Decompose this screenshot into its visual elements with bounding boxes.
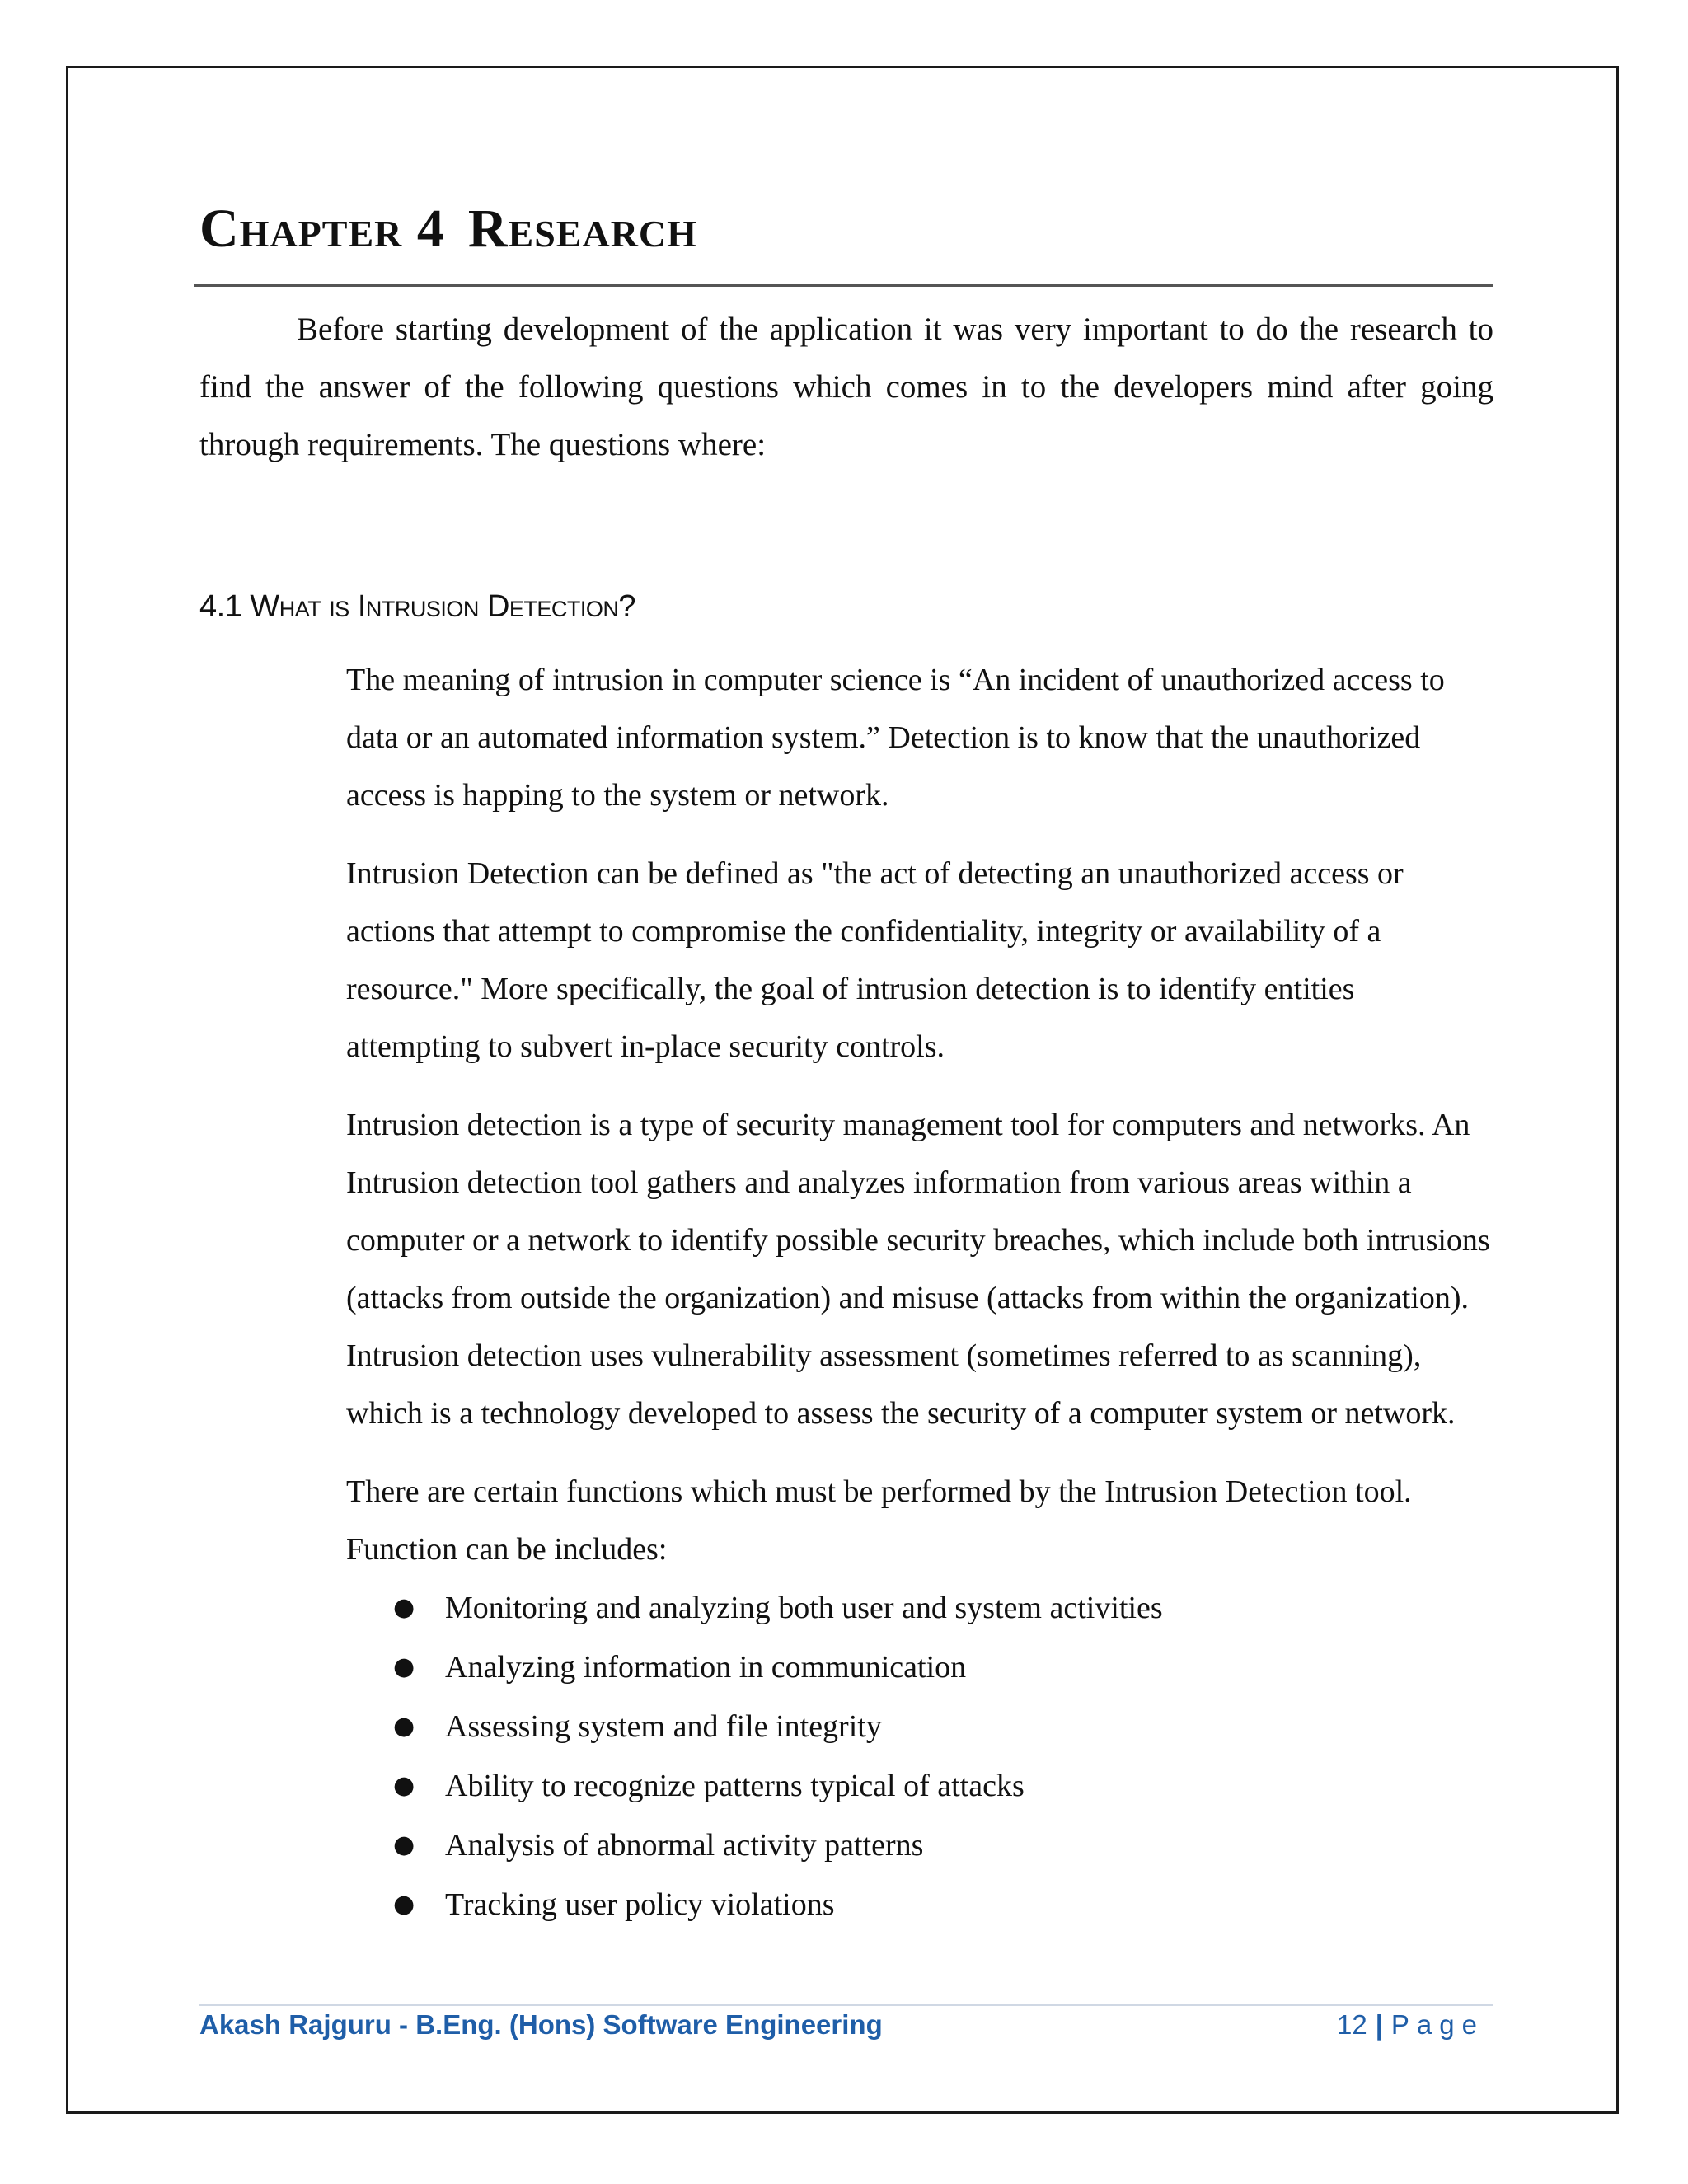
paragraph: Intrusion detection is a type of security management tool for computers and networks. An Intrusion detection tool gathers and analyzes information from various areas within a computer or a network to identify possible security breaches, which include both intrusions (attacks from outside the organization) and misuse (attacks from within the organization). Intrusion detection uses vulnerability assessment (sometimes referred to as scanning), which is a technology developed to assess the security of a computer system or network. <box>346 1108 1490 1431</box>
bullet-icon: ● <box>393 1593 415 1622</box>
page-label: Page <box>1390 2009 1484 2040</box>
chapter-title <box>199 198 697 260</box>
paragraph: There are certain functions which must be performed by the Intrusion Detection tool. Function can be includes: <box>346 1474 1412 1567</box>
footer-separator: | <box>1375 2009 1383 2040</box>
list-item: ● Analyzing information in communication <box>445 1638 1496 1697</box>
chapter-name: Research <box>467 199 697 259</box>
function-list <box>346 1578 1496 1934</box>
paragraph: The meaning of intrusion in computer science is “An incident of unauthorized access to data or an automated information system.” Detection is to know that the unauthorized access is happing to the system or network. <box>346 663 1445 813</box>
bullet-icon: ● <box>393 1652 415 1681</box>
list-item: ● Tracking user policy violations <box>445 1875 1496 1934</box>
bullet-icon: ● <box>393 1771 415 1800</box>
list-item: ● Ability to recognize patterns typical of attacks <box>445 1756 1496 1816</box>
section-body <box>346 651 1496 1934</box>
paragraph: Intrusion Detection can be defined as "the act of detecting an unauthorized access or actions that attempt to compromise the confidentiality, integrity or availability of a resource." More specifically, the goal of intrusion detection is to identify entities attempting to subvert in-place security controls. <box>346 856 1404 1064</box>
footer-author: Akash Rajguru - B.Eng. (Hons) Software Engineering <box>199 2009 883 2040</box>
bullet-icon: ● <box>393 1712 415 1741</box>
title-rule <box>194 284 1493 287</box>
page-number: 12 <box>1336 2009 1367 2040</box>
footer-rule <box>199 2004 1493 2006</box>
list-item: ● Assessing system and file integrity <box>445 1697 1496 1756</box>
list-item: ● Monitoring and analyzing both user and system activities <box>445 1578 1496 1638</box>
list-item: ● Analysis of abnormal activity patterns <box>445 1816 1496 1875</box>
bullet-icon: ● <box>393 1830 415 1859</box>
section-heading: 4.1 What is Intrusion Detection? <box>199 589 636 624</box>
chapter-label: Chapter 4 <box>199 199 445 259</box>
footer-page <box>1337 2009 1484 2041</box>
bullet-icon: ● <box>393 1890 415 1919</box>
intro-paragraph: Before starting development of the application it was very important to do the research to find the answer of the following questions which comes in to the developers mind after going through requirements. The questions where: <box>199 312 1493 462</box>
